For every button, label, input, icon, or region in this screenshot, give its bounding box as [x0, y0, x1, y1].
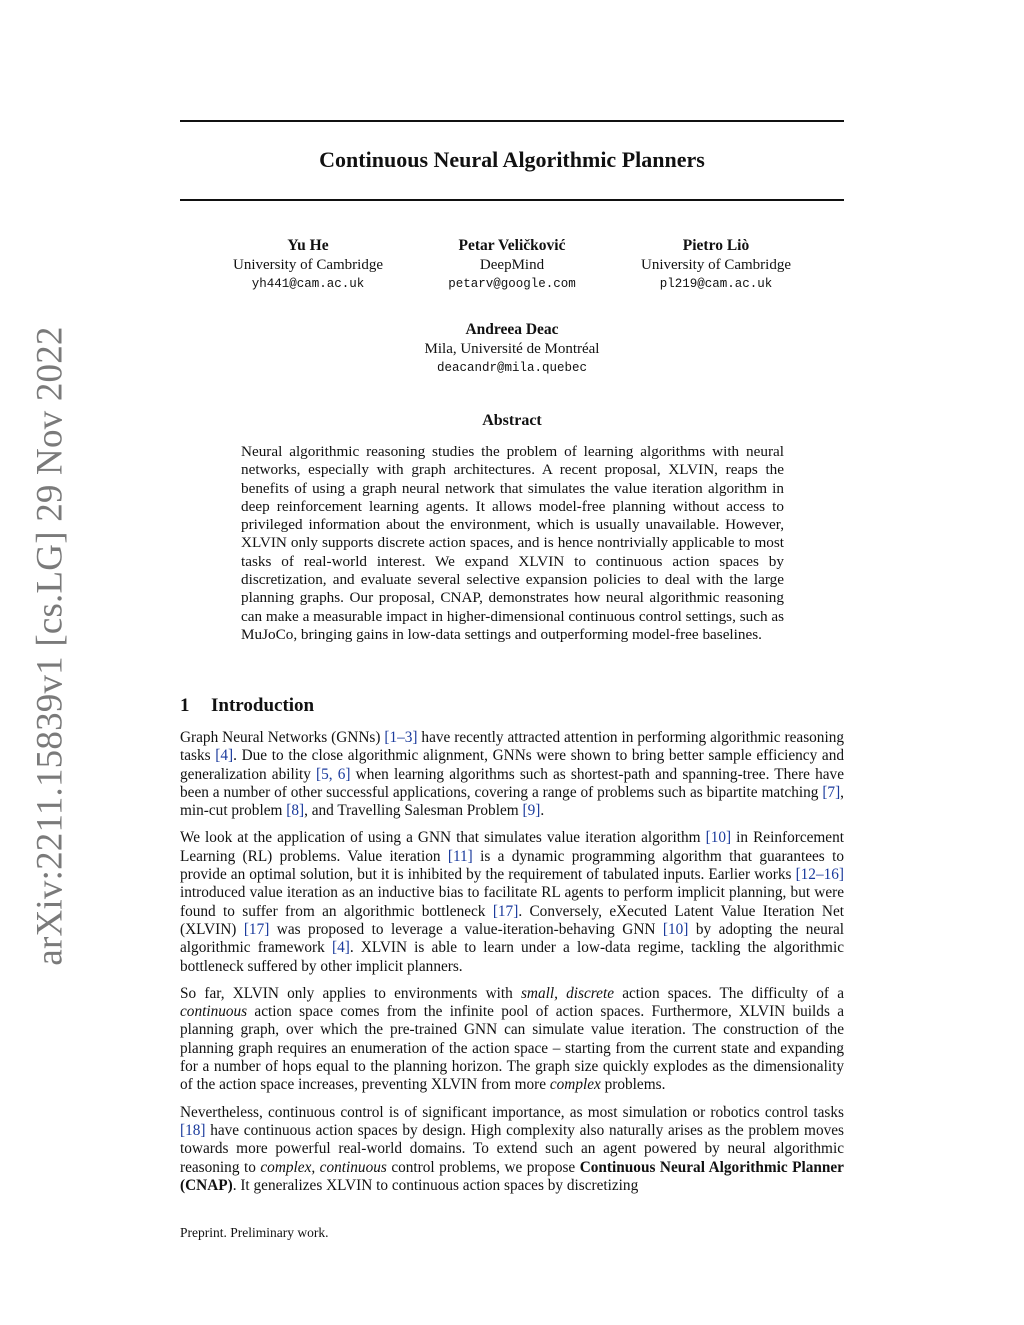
citation-link[interactable]: [11]	[447, 847, 473, 865]
author-email[interactable]: yh441@cam.ac.uk	[251, 277, 365, 291]
author-email[interactable]: deacandr@mila.quebec	[436, 361, 588, 375]
intro-paragraph	[180, 829, 844, 975]
author-name: Petar Veličković	[458, 237, 566, 254]
abstract-text: Neural algorithmic reasoning studies the problem of learning algorithms with neural networks, especially with graph architectures. A recent proposal, XLVIN, reaps the benefits of using a graph neural network that simulates the value iteration algorithm in deep reinforcement learning agents. It allows model-free planning without access to privileged information about the environment, which is usually unavailable. However, XLVIN only supports discrete action spaces, and is hence nontrivially applicable to most tasks of real-world interest. We expand XLVIN to continuous action spaces by discretization, and evaluate several selective expansion policies to deal with the large planning graphs. Our proposal, CNAP, demonstrates how neural algorithmic reasoning can make a measurable impact in higher-dimensional continuous control settings, such as MuJoCo, bringing gains in low-data settings and outperforming model-free baselines.	[241, 443, 784, 643]
author-affiliation: Mila, Université de Montréal	[424, 340, 600, 357]
text-run: We look at the application of using a GNN that simulates value iteration algorithm	[180, 829, 706, 847]
citation-link[interactable]: [17]	[243, 920, 270, 938]
text-run: continuous	[180, 1003, 248, 1021]
text-run: , min-cut problem	[180, 783, 844, 820]
citation-link[interactable]: [1–3]	[384, 729, 418, 746]
author-name: Andreea Deac	[465, 321, 559, 338]
citation-link[interactable]: [5, 6]	[316, 765, 351, 783]
text-run: when learning algorithms such as shortest-path and spanning-tree. There have been a number of other successful applications, covering a range of problems such as bipartite matching	[180, 765, 844, 801]
author-affiliation: DeepMind	[479, 256, 545, 273]
text-run: Graph Neural Networks (GNNs)	[180, 729, 385, 746]
text-run: . Due to the close algorithmic alignment, GNNs were shown to bring better sample efficiency and generalization ability	[180, 747, 844, 783]
text-run: . XLVIN is able to learn under a low-data regime, tackling the algorithmic bottleneck suffered by other implicit planners.	[180, 939, 844, 975]
section-number: 1	[180, 695, 190, 716]
citation-link[interactable]: [10]	[662, 920, 689, 938]
citation-link[interactable]: [18]	[180, 1121, 206, 1139]
citation-link[interactable]: [4]	[331, 939, 350, 957]
text-run: Nevertheless, continuous control is of significant importance, as most simulation or robotics control tasks	[180, 1103, 844, 1121]
intro-paragraph	[180, 729, 844, 820]
author-email[interactable]: petarv@google.com	[448, 277, 576, 291]
footer-note: Preprint. Preliminary work.	[180, 1225, 329, 1240]
citation-link[interactable]: [4]	[215, 747, 234, 765]
introduction-body	[180, 729, 844, 1204]
citation-link[interactable]: [10]	[705, 829, 732, 847]
text-run: Continuous Neural Algorithmic Planner (CNAP)	[180, 1158, 844, 1194]
text-run: is a dynamic programming algorithm that guarantees to provide an optimal solution, but it is inhibited by the requirement of tabulated inputs. Earlier works	[180, 847, 844, 884]
author-email[interactable]: pl219@cam.ac.uk	[659, 277, 773, 291]
text-run: small, discrete	[520, 984, 615, 1002]
author-block	[392, 320, 632, 379]
citation-link[interactable]: [17]	[492, 902, 519, 920]
intro-paragraph	[180, 985, 844, 1095]
title-rule-bottom	[180, 199, 844, 201]
citation-link[interactable]: [7]	[822, 783, 841, 801]
section-title: Introduction	[211, 695, 315, 716]
text-run: action spaces. The difficulty of a	[614, 984, 844, 1002]
citation-link[interactable]: [9]	[522, 802, 541, 820]
author-affiliation: University of Cambridge	[233, 256, 383, 273]
intro-paragraph	[180, 1104, 844, 1195]
text-run: introduced value iteration as an inductive bias to facilitate RL agents to perform implicit planning, but were found to suffer from an algorithmic bottleneck	[180, 884, 844, 920]
author-name: Pietro Liò	[682, 237, 750, 254]
text-run: by adopting the neural algorithmic framework	[180, 920, 844, 957]
text-run: . Conversely, eXecuted Latent Value Iteration Net (XLVIN)	[180, 902, 844, 938]
text-run: have recently attracted attention in performing algorithmic reasoning tasks	[180, 729, 844, 765]
author-block	[596, 236, 836, 295]
text-run: in Reinforcement Learning (RL) problems. Value iteration	[180, 829, 844, 865]
author-affiliation: University of Cambridge	[641, 256, 791, 273]
paper-title: Continuous Neural Algorithmic Planners	[319, 147, 705, 172]
text-run: , and Travelling Salesman Problem	[304, 802, 523, 820]
text-run: control problems, we propose	[386, 1158, 580, 1176]
text-run: complex, continuous	[260, 1158, 387, 1176]
text-run: .	[540, 802, 545, 820]
text-run: So far, XLVIN only applies to environments with	[180, 984, 521, 1002]
text-run: was proposed to leverage a value-iteration-behaving GNN	[269, 920, 663, 938]
author-name: Yu He	[287, 237, 329, 254]
text-run: action space comes from the infinite pool of action spaces. Furthermore, XLVIN builds a planning graph, over which the pre-trained GNN can simulate value iteration. The construction of the planning graph requires an enumeration of the action space – starting from the current state and expanding for a number of hops equal to the planning horizon. The graph size quickly explodes as the dimensionality of the action space increases, preventing XLVIN from more	[180, 1003, 844, 1094]
text-run: problems.	[600, 1076, 666, 1094]
citation-link[interactable]: [12–16]	[795, 866, 844, 884]
section-heading	[180, 695, 314, 717]
title-rule-top	[180, 120, 844, 122]
abstract-heading: Abstract	[482, 412, 542, 429]
text-run: have continuous action spaces by design. High complexity also naturally arises as the problem moves towards more powerful real-world domains. To extend such an agent powered by neural algorithmic reasoning to	[180, 1121, 844, 1176]
text-run: complex	[549, 1076, 601, 1094]
arxiv-identifier: arXiv:2211.15839v1 [cs.LG] 29 Nov 2022	[29, 326, 71, 966]
citation-link[interactable]: [8]	[286, 802, 305, 820]
text-run: . It generalizes XLVIN to continuous action spaces by discretizing	[232, 1176, 639, 1194]
